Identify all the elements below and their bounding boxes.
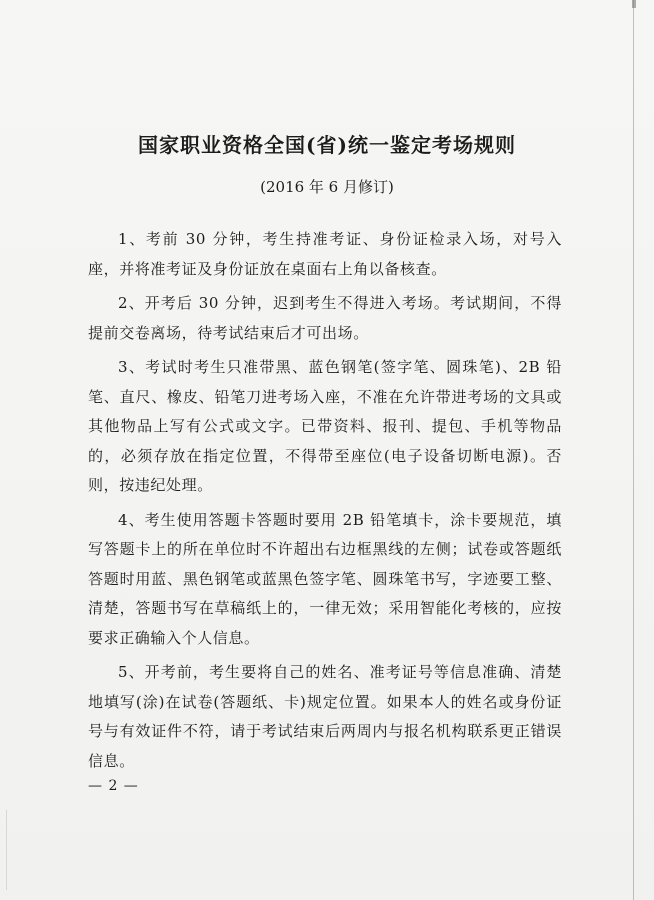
page-number: — 2 — (88, 778, 139, 794)
document-title: 国家职业资格全国(省)统一鉴定考场规则 (138, 133, 516, 157)
rule-paragraph-4: 4、考生使用答题卡答题时要用 2B 铅笔填卡，涂卡要规范，填写答题卡上的所在单位时不许超出右边框黑线的左侧；试卷或答题纸答题时用蓝、黑色钢笔或蓝黑色签字笔、圆珠笔书写，字迹要工整、清楚，答题书写在草稿纸上的，一律无效；采用智能化考核的，应按要求正确输入个人信息。 (88, 510, 562, 647)
scan-corner-mark (632, 0, 636, 8)
rule-paragraph-5: 5、开考前，考生要将自己的姓名、准考证号等信息准确、清楚地填写(涂)在试卷(答题纸、卡)规定位置。如果本人的姓名或身份证号与有效证件不符，请于考试结束后两周内与报名机构联系更正错误信息。 (88, 663, 562, 770)
scan-edge-line (6, 810, 7, 890)
rule-paragraph-3: 3、考试时考生只准带黑、蓝色钢笔(签字笔、圆珠笔)、2B 铅笔、直尺、橡皮、铅笔刀进考场入座，不准在允许带进考场的文具或其他物品上写有公式或文字。已带资料、报刊、提包、手机等物品的，必须存放在指定位置，不得带至座位(电子设备切断电源)。否则，按违纪处理。 (88, 358, 562, 494)
rule-paragraph-2: 2、开考后 30 分钟，迟到考生不得进入考场。考试期间，不得提前交卷离场，待考试结束后才可出场。 (88, 294, 562, 342)
rule-paragraph-1: 1、考前 30 分钟，考生持准考证、身份证检录入场，对号入座，并将准考证及身份证放在桌面右上角以备核查。 (88, 230, 562, 278)
document-body (88, 225, 562, 781)
revision-note: (2016 年 6 月修订) (260, 178, 394, 196)
